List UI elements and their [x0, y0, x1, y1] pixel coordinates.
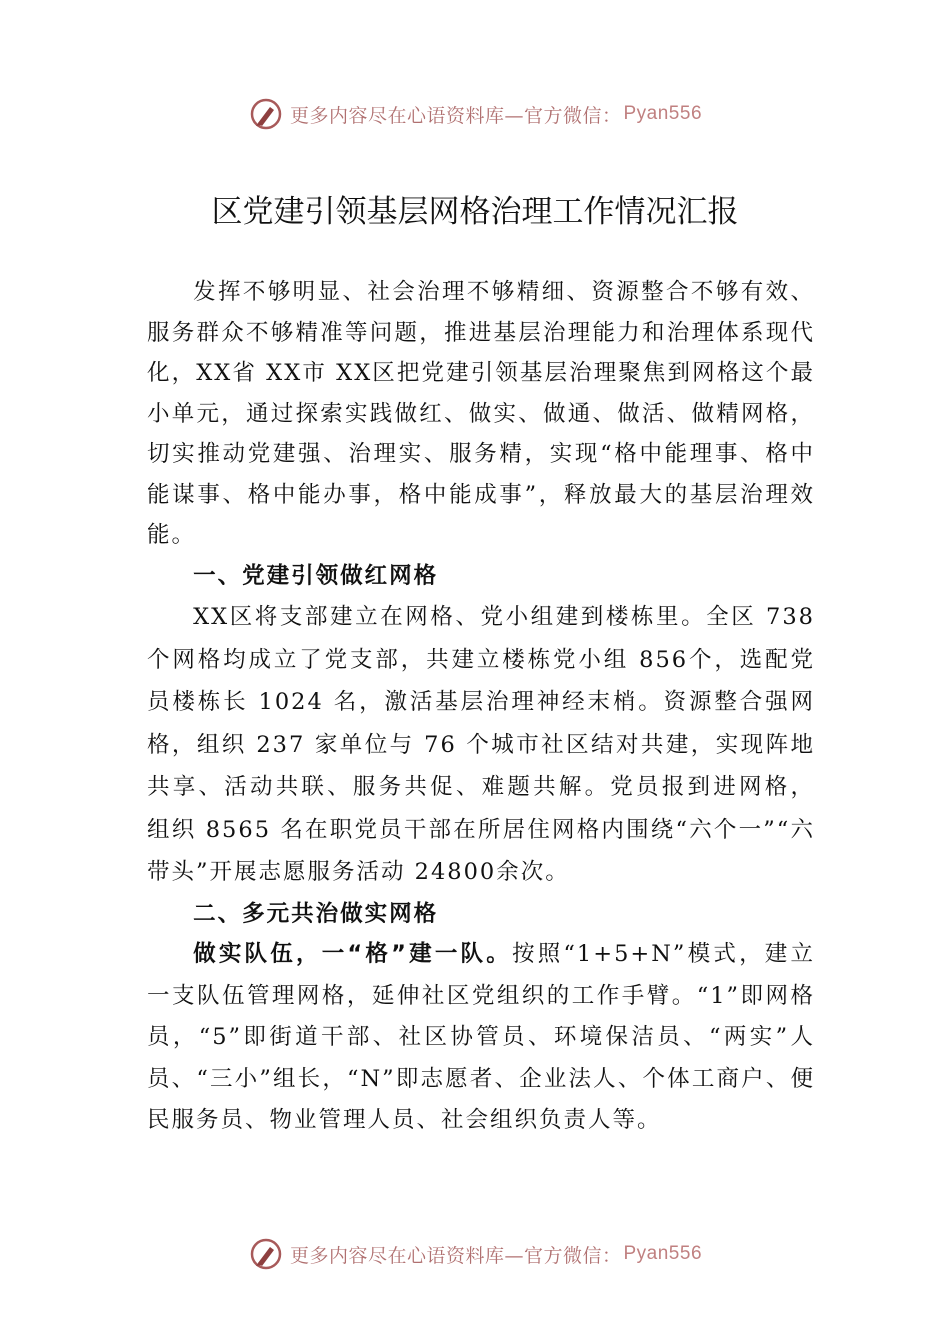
- document-title: 区党建引领基层网格治理工作情况汇报: [211, 194, 739, 230]
- watermark-footer: [0, 1234, 950, 1274]
- pen-nib-logo-icon: [248, 1236, 284, 1272]
- section2-lead: 做实队伍，一“格”建一队。: [193, 941, 512, 967]
- watermark-header: [0, 94, 950, 134]
- watermark-text: 更多内容尽在心语资料库—官方微信：: [289, 1244, 622, 1267]
- watermark-wechat-id: Pyan556: [623, 1243, 703, 1264]
- section2-heading: 二、多元共治做实网格: [193, 900, 439, 927]
- section2-body: 按照“1+5+N”模式，建立一支队伍管理网格，延伸社区党组织的工作手臂。“1”即网格员，“5”即街道干部、社区协管员、环境保洁员、“两实”人员、“三小”组长，“N”即志愿者、企业法人、个体工商户、便民服务员、物业管理人员、社会组织负责人等。: [147, 941, 816, 1133]
- watermark-text: 更多内容尽在心语资料库—官方微信：: [289, 104, 622, 127]
- intro-paragraph: 发挥不够明显、社会治理不够精细、资源整合不够有效、服务群众不够精准等问题，推进基层治理能力和治理体系现代化，XX省 XX市 XX区把党建引领基层治理聚焦到网格这个最小单元，通过探索实践做红、做实、做通、做活、做精网格，切实推动党建强、治理实、服务精，实现“格中能理事、格中能谋事、格中能办事，格中能成事”，释放最大的基层治理效能。: [147, 279, 815, 548]
- section2-paragraph: [147, 934, 815, 1142]
- section1-paragraph: XX区将支部建立在网格、党小组建到楼栋里。全区 738 个网格均成立了党支部，共建立楼栋党小组 856个，选配党员楼栋长 1024 名，激活基层治理神经末梢。资源整合强网格，组织 237 家单位与 76 个城市社区结对共建，实现阵地共享、活动共联、服务共促、难题共解。党员报到进网格， 组织 8565 名在职党员干部在所居住网格内围绕“六个一”“六带头”开展志愿服务活动 24800余次。: [147, 604, 815, 885]
- pen-nib-logo-icon: [248, 96, 284, 132]
- document-body: [147, 272, 815, 1142]
- watermark-wechat-id: Pyan556: [623, 103, 703, 124]
- section1-heading: 一、党建引领做红网格: [193, 562, 439, 589]
